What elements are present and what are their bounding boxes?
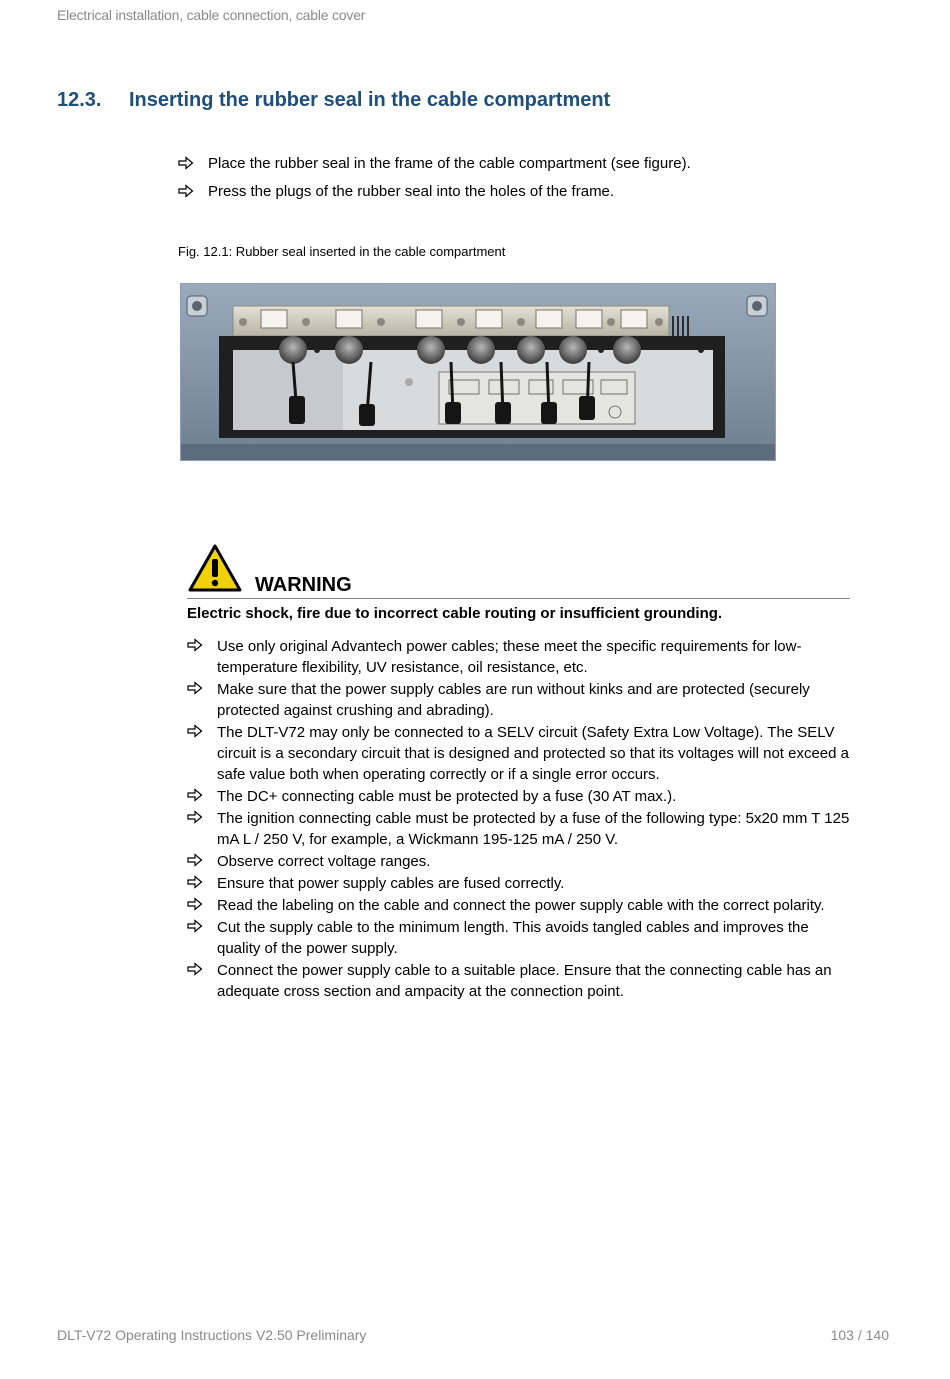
section-title: Inserting the rubber seal in the cable compartment (129, 89, 611, 111)
warning-title: WARNING (255, 574, 352, 596)
warning-item-text: Ensure that power supply cables are fused correctly. (217, 875, 565, 892)
cable-compartment-illustration (181, 284, 776, 461)
arrow-right-icon (187, 787, 203, 803)
arrow-right-icon (187, 961, 203, 977)
arrow-right-icon (187, 896, 203, 912)
list-item (187, 895, 850, 916)
arrow-right-icon (187, 637, 203, 653)
warning-triangle-icon (187, 543, 243, 593)
step-text: Press the plugs of the rubber seal into the holes of the frame. (208, 183, 615, 200)
warning-item-text: The DC+ connecting cable must be protected by a fuse (30 AT max.). (217, 788, 677, 805)
footer-page-number: 103 / 140 (830, 1327, 889, 1343)
list-item (187, 786, 850, 807)
arrow-right-icon (187, 874, 203, 890)
warning-item-text: The DLT-V72 may only be connected to a SELV circuit (Safety Extra Low Voltage). The SELV circuit is a secondary circuit that is designed and protected so that its voltages will not exceed a safe value both when operating correctly or if a single error occurs. (217, 724, 849, 783)
list-item (187, 636, 850, 678)
warning-header (187, 543, 850, 599)
warning-item-text: The ignition connecting cable must be protected by a fuse of the following type: 5x20 mm T 125 mA L / 250 V, for example, a Wickmann 195-125 mA / 250 V. (217, 810, 850, 848)
arrow-right-icon (187, 680, 203, 696)
list-item (187, 851, 850, 872)
section-heading (57, 89, 610, 112)
arrow-right-icon (187, 852, 203, 868)
list-item (178, 154, 858, 174)
arrow-right-icon (178, 155, 194, 171)
warning-item-text: Make sure that the power supply cables are run without kinks and are protected (securely protected against crushing and abrading). (217, 681, 810, 719)
list-item (187, 808, 850, 850)
arrow-right-icon (187, 723, 203, 739)
figure-caption: Fig. 12.1: Rubber seal inserted in the cable compartment (178, 244, 506, 259)
warning-subtitle: Electric shock, fire due to incorrect cable routing or insufficient grounding. (187, 605, 723, 622)
running-header: Electrical installation, cable connection, cable cover (57, 7, 366, 23)
warning-block (187, 543, 850, 1003)
warning-item-text: Cut the supply cable to the minimum length. This avoids tangled cables and improves the quality of the power supply. (217, 919, 809, 957)
list-item (187, 917, 850, 959)
warning-item-text: Observe correct voltage ranges. (217, 853, 431, 870)
list-item (178, 182, 858, 202)
step-text: Place the rubber seal in the frame of the cable compartment (see figure). (208, 155, 691, 172)
list-item (187, 679, 850, 721)
arrow-right-icon (187, 918, 203, 934)
section-number: 12.3. (57, 89, 102, 111)
footer-document-title: DLT-V72 Operating Instructions V2.50 Preliminary (57, 1327, 367, 1343)
warning-item-text: Use only original Advantech power cables; these meet the specific requirements for low-temperature flexibility, UV resistance, oil resistance, etc. (217, 638, 802, 676)
list-item (187, 960, 850, 1002)
list-item (187, 873, 850, 894)
warning-list (187, 636, 850, 1002)
warning-item-text: Connect the power supply cable to a suitable place. Ensure that the connecting cable has an adequate cross section and ampacity at the connection point. (217, 962, 832, 1000)
instruction-steps (178, 154, 858, 210)
arrow-right-icon (178, 183, 194, 199)
cable-compartment-photo (180, 283, 776, 461)
warning-item-text: Read the labeling on the cable and connect the power supply cable with the correct polarity. (217, 897, 825, 914)
list-item (187, 722, 850, 785)
arrow-right-icon (187, 809, 203, 825)
